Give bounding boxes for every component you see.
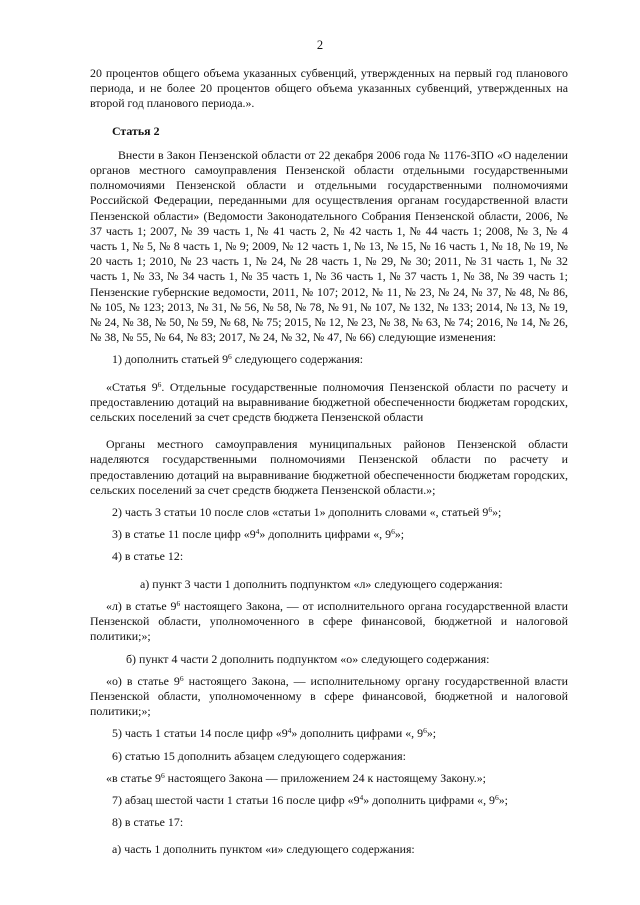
list-item-1: 1) дополнить статьей $9^6$ следующего содержания:	[112, 352, 364, 367]
sub-item-8a: а) часть 1 дополнить пунктом «и» следующего содержания:	[112, 842, 415, 857]
quoted-article-title: «Статья $9^6$. Отдельные государственные полномочия Пензенской области по расчету и предоставлению дотаций на выравнивание бюджетной обеспеченности бюджетам городских, сельских поселений за счет средств бюджета Пензенской области	[90, 379, 568, 425]
sub-item-4a: а) пункт 3 части 1 дополнить подпунктом «л» следующего содержания:	[140, 576, 503, 591]
continuation-paragraph: 20 процентов общего объема указанных субвенций, утвержденных на первый год планового периода, и не более 20 процентов общего объема указанных субвенций, утвержденных на второй год планового периода.».	[90, 66, 568, 111]
list-item-8: 8) в статье 17:	[112, 815, 184, 830]
list-item-7: 7) абзац шестой части 1 статьи 16 после цифр «$9^4$» дополнить цифрами «, $9^6$»;	[112, 792, 508, 807]
document-body	[90, 66, 568, 858]
list-item-4: 4) в статье 12:	[112, 549, 184, 564]
sub-item-4b: б) пункт 4 части 2 дополнить подпунктом «о» следующего содержания:	[126, 651, 490, 666]
page-number: 2	[316, 38, 324, 52]
sub-item-4a-text: «л) в статье $9^6$ настоящего Закона, — от исполнительного органа государственной власти Пензенской области, уполномоченного в сфере финансовой, бюджетной и налоговой политики;»;	[90, 598, 568, 644]
sub-item-4b-text: «о) в статье $9^6$ настоящего Закона, — исполнительному органу государственной власти Пензенской области, уполномоченному в сфере финансовой, бюджетной и налоговой политики;»;	[90, 673, 568, 719]
article-heading: Статья 2	[112, 123, 160, 138]
list-item-3: 3) в статье 11 после цифр «$9^4$» дополнить цифрами «, $9^6$»;	[112, 527, 405, 542]
list-item-6: 6) статью 15 дополнить абзацем следующего содержания:	[112, 748, 406, 763]
list-item-5: 5) часть 1 статьи 14 после цифр «$9^4$» дополнить цифрами «, $9^6$»;	[112, 726, 437, 741]
quoted-article-body: Органы местного самоуправления муниципальных районов Пензенской области наделяются государственными полномочиями Пензенской области по расчету и предоставлению дотаций на выравнивание бюджетной обеспеченности бюджетам городских, сельских поселений за счет средств бюджета Пензенской области.»;	[90, 437, 568, 497]
article-intro-paragraph: Внести в Закон Пензенской области от 22 декабря 2006 года № 1176-ЗПО «О наделении органов местного самоуправления Пензенской области отдельными государственными полномочиями Пензенской области и отдельными государственными полномочиями Российской Федерации, переданными для осуществления органам государственной власти Пензенской области» (Ведомости Законодательного Собрания Пензенской области, 2006, № 37 часть 1; 2007, № 39 часть 1, № 41 часть 2, № 42 часть 1, № 44 часть 1; 2008, № 3, № 4 часть 1, № 5, № 8 часть 1, № 9; 2009, № 12 часть 1, № 13, № 15, № 16 часть 1, № 18, № 19, № 20 часть 1; 2010, № 23 часть 1, № 24, № 28 часть 1, № 29, № 30; 2011, № 31 часть 1, № 32 часть 1, № 33, № 34 часть 1, № 35 часть 1, № 36 часть 1, № 37 часть 1, № 38, № 39 часть 1; Пензенские губернские ведомости, 2011, № 107; 2012, № 11, № 23, № 24, № 37, № 48, № 86, № 105, № 123; 2013, № 31, № 56, № 58, № 78, № 91, № 107, № 132, № 133; 2014, № 13, № 19, № 24, № 38, № 50, № 59, № 68, № 75; 2015, № 12, № 23, № 38, № 63, № 74; 2016, № 14, № 26, № 38, № 55, № 64, № 83; 2017, № 24, № 32, № 47, № 66) следующие изменения:	[90, 147, 568, 345]
list-item-2: 2) часть 3 статьи 10 после слов «статьи 1» дополнить словами «, статьей $9^6$»;	[112, 505, 502, 520]
list-item-6-text: «в статье $9^6$ настоящего Закона — приложением 24 к настоящему Закону.»;	[106, 770, 486, 785]
